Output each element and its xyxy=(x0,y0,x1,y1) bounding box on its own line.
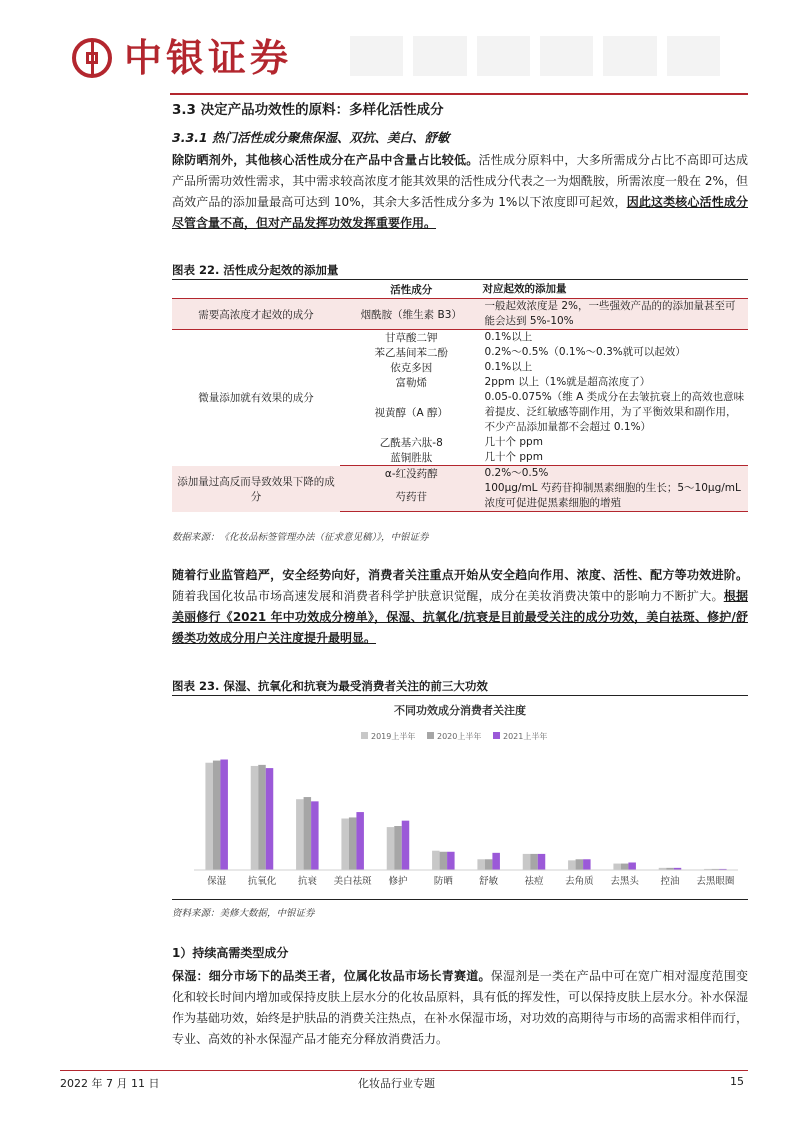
ingredient-dosage: 几十个 ppm xyxy=(484,436,543,448)
ingredient-name: 烟酰胺（维生素 B3） xyxy=(340,299,483,330)
bar xyxy=(296,799,304,870)
ingredient-dosage: 2ppm 以上（1%就是超高浓度了） xyxy=(484,376,651,388)
figure-22-source: 数据来源：《化妆品标签管理办法（征求意见稿）》，中银证券 xyxy=(172,532,429,543)
paragraph-1-lead: 除防晒剂外，其他核心活性成分在产品中含量占比较低。 xyxy=(172,153,479,167)
table-row xyxy=(172,466,748,482)
x-tick-label: 保湿 xyxy=(207,876,227,887)
group-label: 添加量过高反而导致效果下降的成分 xyxy=(172,466,340,512)
subsection-title: 3.3.1 热门活性成分聚焦保湿、双抗、美白、舒敏 xyxy=(172,130,450,145)
x-tick-label: 修护 xyxy=(388,876,408,887)
paragraph-2-lead: 随着行业监管趋严，安全经势向好，消费者关注重点开始从安全趋向作用、浓度、活性、配方等功效进阶。 xyxy=(172,568,748,582)
figure-23-bottom-rule xyxy=(172,899,748,900)
legend-label: 2021上半年 xyxy=(503,732,548,741)
figure-23-top-rule xyxy=(172,695,748,696)
brand-name: 中银证券 xyxy=(124,36,293,80)
x-tick-label: 控油 xyxy=(660,876,680,887)
x-tick-label: 祛痘 xyxy=(524,876,544,887)
legend-label: 2019上半年 xyxy=(371,732,416,741)
header-divider xyxy=(170,93,748,95)
bar xyxy=(251,766,259,870)
x-tick-label: 抗衰 xyxy=(297,876,317,887)
paragraph-2-body: 随着我国化妆品市场高速发展和消费者科学护肤意识觉醒，成分在美妆消费决策中的影响力不断扩大。 xyxy=(172,589,724,603)
ingredient-name: 依克多因 xyxy=(390,362,433,374)
bar xyxy=(576,859,584,870)
bar xyxy=(402,821,410,870)
figure-22-title: 图表 22. 活性成分起效的添加量 xyxy=(172,263,339,277)
bar xyxy=(304,797,312,870)
bar xyxy=(440,852,448,870)
group-label: 微量添加就有效果的成分 xyxy=(198,392,314,405)
ingredient-name: 蓝铜胜肽 xyxy=(340,450,483,466)
bar xyxy=(205,763,213,870)
ingredient-dosage: 0.2%～0.5% xyxy=(483,466,748,482)
bar xyxy=(447,852,455,870)
legend-swatch xyxy=(361,732,368,739)
figure-23-title: 图表 23. 保湿、抗氧化和抗衰为最受消费者关注的前三大功效 xyxy=(172,679,488,693)
bar xyxy=(356,812,364,870)
bar xyxy=(628,862,636,870)
paragraph-1-body: 活性成分原料中，大多所需成分占比不高即可达成产品所需功效性需求，其中需求较高浓度才能其效果的活性成分代表之一为烟酰胺，所需浓度一般在 2%，但高效产品的添加量最高可达到 10%，其余大多活性成分多为 1%以下浓度即可起效， xyxy=(172,153,748,209)
table-header-ingredient: 活性成分 xyxy=(340,281,483,299)
legend-label: 2020上半年 xyxy=(437,732,482,741)
x-tick-label: 去黑头 xyxy=(610,876,639,887)
bank-logo-icon xyxy=(72,38,112,78)
table-header-dosage: 对应起效的添加量 xyxy=(483,281,748,299)
ingredient-name: 苯乙基间苯二酚 xyxy=(374,347,449,359)
x-tick-label: 舒敏 xyxy=(479,876,499,887)
bar xyxy=(613,864,621,870)
page-header xyxy=(0,0,794,100)
x-tick-label: 抗氧化 xyxy=(247,876,277,887)
x-tick-label: 防晒 xyxy=(433,876,453,887)
footer-topic: 化妆品行业专题 xyxy=(358,1077,435,1090)
paragraph-1 xyxy=(172,150,748,234)
ingredient-name: 芍药苷 xyxy=(340,481,483,512)
bar xyxy=(349,817,357,870)
table-row xyxy=(172,330,748,346)
ingredient-dosage: 0.2%～0.5%（0.1%～0.3%就可以起效） xyxy=(484,346,686,358)
legend-swatch xyxy=(493,732,500,739)
table-header-category xyxy=(172,281,340,299)
chart-canvas xyxy=(172,697,748,897)
ingredient-name: 甘草酸二钾 xyxy=(385,332,438,344)
bar xyxy=(220,760,228,870)
ingredient-dosage: 一般起效浓度是 2%，一些强效产品的的添加量甚至可能会达到 5%-10% xyxy=(483,299,748,330)
bar xyxy=(432,851,440,870)
x-tick-label: 去角质 xyxy=(565,876,594,887)
x-tick-label: 去黑眼圈 xyxy=(696,876,735,887)
footer-divider xyxy=(60,1070,748,1071)
bar xyxy=(485,859,493,870)
bar xyxy=(387,827,395,870)
paragraph-3 xyxy=(172,966,748,1050)
paragraph-3-body: 保湿剂是一类在产品中可在宽广相对湿度范围变化和较长时间内增加或保持皮肤上层水分的化妆品原料，具有低的挥发性，可以保持皮肤上层水分。补水保湿作为基础功效，始终是护肤品的消费关注热点，在补水保湿市场，对功效的高期待与市场的高需求相伴而行，专业、高效的补水保湿产品才能充分释放消费活力。 xyxy=(172,969,749,1046)
ingredient-name: 富勒烯 xyxy=(395,377,428,389)
legend-swatch xyxy=(427,732,434,739)
ingredient-dosage: 100μg/mL 芍药苷抑制黑素细胞的生长；5～10μg/mL 浓度可促进促黑素细胞的增殖 xyxy=(483,481,748,512)
bar xyxy=(258,765,266,870)
ingredient-name: α-红没药醇 xyxy=(340,466,483,482)
attention-bar-chart xyxy=(172,697,748,897)
bar xyxy=(523,854,531,870)
x-tick-label: 美白祛斑 xyxy=(333,876,372,887)
bar xyxy=(530,854,538,870)
bar xyxy=(621,864,629,870)
ingredient-name: 视黄醇（A 醇） xyxy=(374,407,449,419)
bar xyxy=(341,819,349,870)
ingredient-dosage: 几十个 ppm xyxy=(483,450,748,466)
bar xyxy=(538,854,546,870)
bar xyxy=(213,761,221,870)
ingredient-name: 乙酰基六肽-8 xyxy=(379,437,443,449)
paragraph-2 xyxy=(172,565,748,649)
chart-title: 不同功效成分消费者关注度 xyxy=(394,704,526,717)
group-label: 需要高浓度才起效的成分 xyxy=(172,299,340,330)
figure-23-source: 资料来源：美修大数据，中银证券 xyxy=(172,908,315,919)
bar xyxy=(492,853,500,870)
subheading-high-demand: 1）持续高需类型成分 xyxy=(172,946,289,960)
figure-22-top-rule xyxy=(172,279,748,280)
table-header-row xyxy=(172,281,748,299)
paragraph-3-lead: 保湿：细分市场下的品类王者，位属化妆品市场长青赛道。 xyxy=(172,969,491,983)
ingredient-dosage: 0.05-0.075%（维 A 类成分在去皱抗衰上的高效也意味着提皮、泛红敏感等副作用，为了平衡效果和副作用，不少产品添加量都不会超过 0.1%） xyxy=(484,391,745,433)
footer-date: 2022 年 7 月 11 日 xyxy=(60,1077,160,1090)
bar xyxy=(394,826,402,870)
ingredient-dosage: 0.1%以上 xyxy=(484,331,533,343)
bar xyxy=(311,801,319,870)
page-number: 15 xyxy=(730,1075,744,1088)
bar xyxy=(583,859,591,870)
header-decoration xyxy=(350,36,720,76)
table-row xyxy=(172,299,748,330)
bar xyxy=(477,859,485,870)
paragraph-1-emphasis: 因此这类核心活性成分尽管含量不高，但对产品发挥功效发挥重要作用。 xyxy=(172,195,748,230)
bar xyxy=(568,860,576,870)
paragraph-2-emphasis: 根据美丽修行《2021 年中功效成分榜单》，保湿、抗氧化/抗衰是目前最受关注的成分功效，美白祛斑、修护/舒缓类功效成分用户关注度提升最明显。 xyxy=(172,589,748,645)
bar xyxy=(266,768,274,870)
ingredient-dosage: 0.1%以上 xyxy=(484,361,533,373)
section-title: 3.3 决定产品功效性的原料：多样化活性成分 xyxy=(172,102,444,118)
ingredient-dosage-table xyxy=(172,281,748,512)
